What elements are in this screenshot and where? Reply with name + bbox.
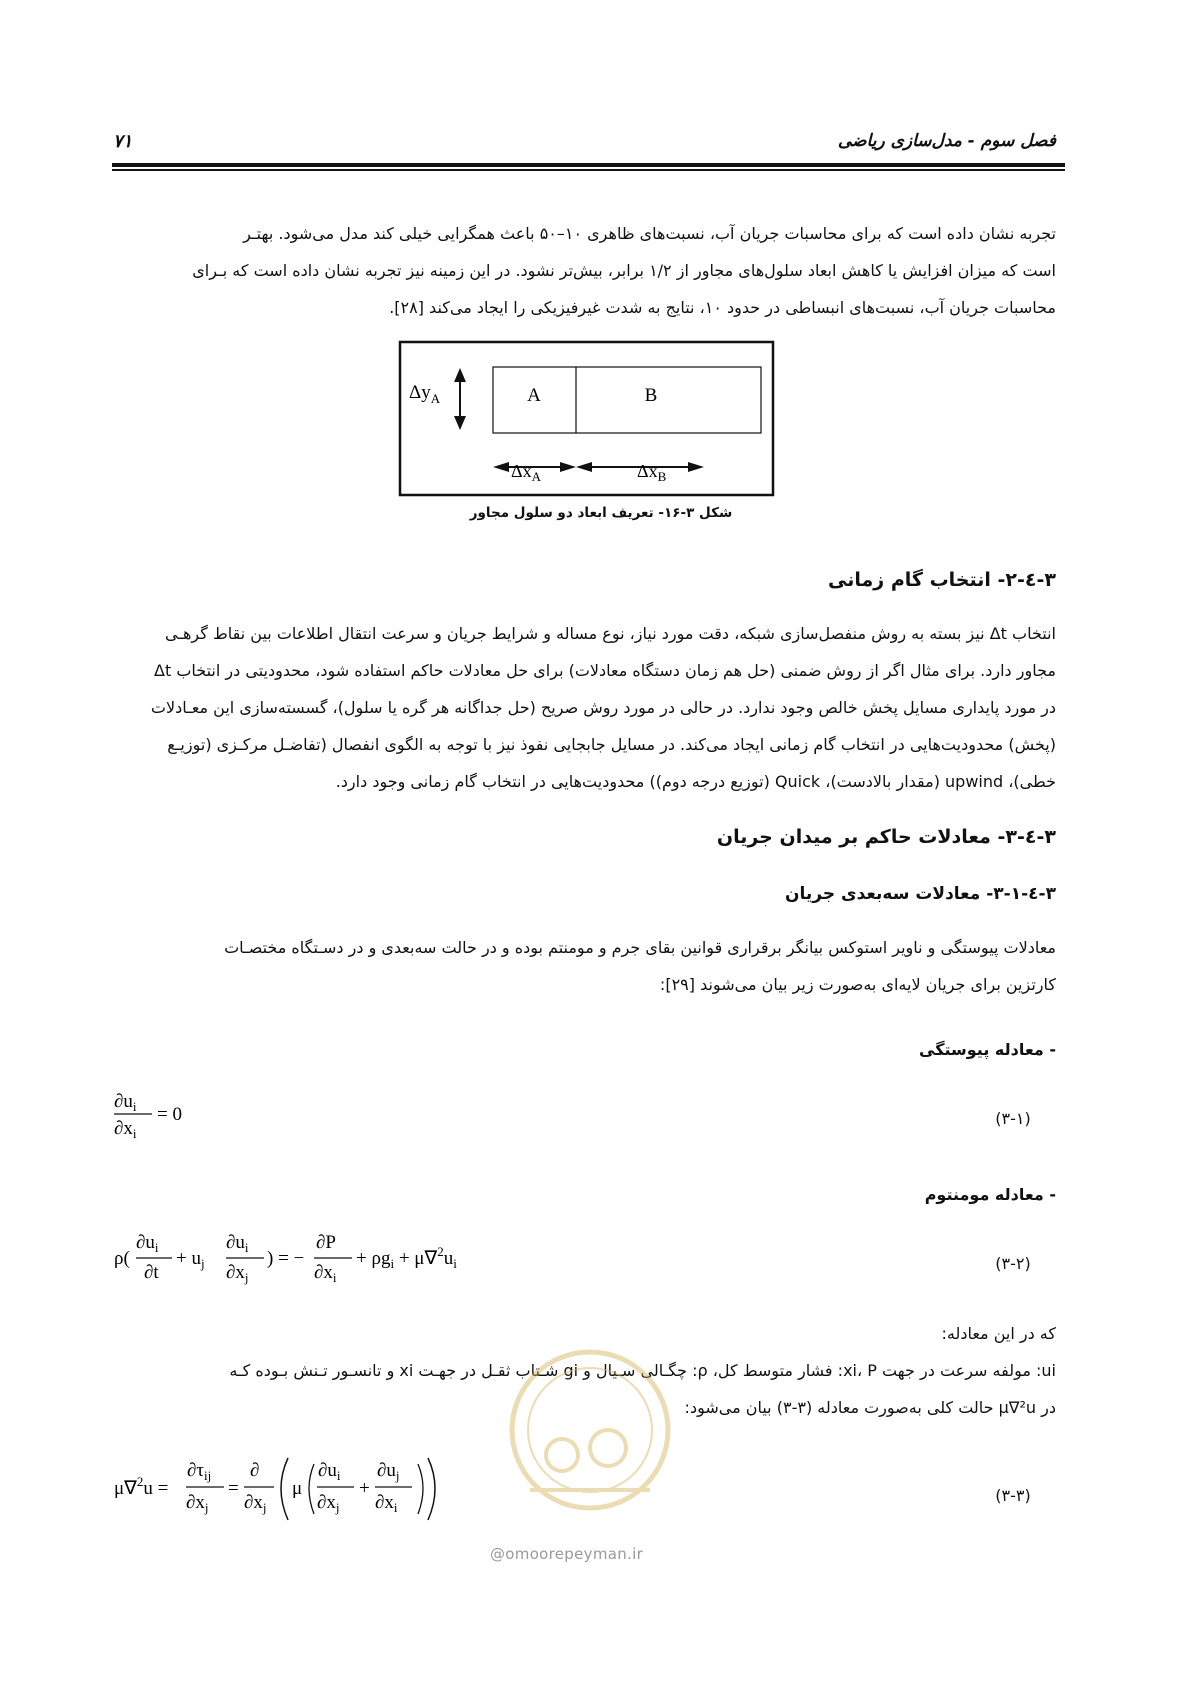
dy-arrow-head-down [454, 416, 466, 430]
svg-text:ρ(: ρ( [114, 1248, 130, 1269]
svg-text:μ: μ [292, 1478, 303, 1499]
intro-line-3: محاسبات جریان آب، نسبت‌های انبساطی در حدود ۱۰، نتایج به شدت غیرفیزیکی را ایجاد می‌کند [۲۸]. [389, 298, 1056, 317]
watermark-text: @omoorepeyman.ir [490, 1545, 644, 1563]
time-step-line-2: مجاور دارد. برای مثال اگر از روش ضمنی (حل هم زمان دستگاه معادلات) برای حل معادلات حاکم استفاده شود، محدودیتی در انتخاب Δt [154, 661, 1056, 680]
time-step-paragraph [111, 615, 1056, 800]
time-step-line-1: انتخاب Δt نیز بسته به روش منفصل‌سازی شبکه، دقت مورد نیاز، نوع مساله و شرایط جریان و سرعت انتقال اطلاعات بین نقاط گرهـی [164, 624, 1056, 643]
svg-text:∂xi: $\partial x_i$ [314, 1262, 337, 1285]
svg-text:∂: ∂ [250, 1460, 260, 1481]
publisher-seal-watermark [490, 1340, 690, 1510]
definitions-intro: که در این معادله: [941, 1324, 1056, 1343]
dxa-label: $\Delta x_A$ [511, 461, 541, 484]
intro-line-1: تجربه نشان داده است که برای محاسبات جریان آب، نسبت‌های ظاهری ۱۰–۵۰ باعث همگرایی خیلی کند مدل می‌شود. بهتـر [243, 224, 1056, 243]
section-heading-time-step: ۳-٤-۲- انتخاب گام زمانی [828, 569, 1056, 591]
svg-text:μ∇2u =: μ∇$^2$u = [114, 1474, 169, 1499]
momentum-label: - معادله مومنتوم [924, 1185, 1056, 1204]
svg-text:∂xi: $\partial x_i$ [375, 1492, 398, 1515]
page-number: ۷۱ [113, 131, 133, 152]
svg-text:) = −: ) = − [267, 1248, 305, 1269]
svg-text:∂xi: $\partial x_i$ [114, 1118, 137, 1141]
intro-line-2: است که میزان افزایش یا کاهش ابعاد سلول‌های مجاور از ۱/۲ برابر، بیش‌تر نشود. در این زمینه نیز تجربه نشان داده است که بـرای [192, 261, 1056, 280]
dy-arrow-head-up [454, 368, 466, 382]
svg-text:∂xj: $\partial x_j$ [186, 1492, 209, 1515]
header-rule-thin [112, 169, 1065, 171]
dy-label: $\Delta y_A$ [409, 382, 441, 406]
equations-intro-line-2: کارتزین برای جریان لایه‌ای به‌صورت زیر بیان می‌شوند [۲۹]: [659, 975, 1056, 994]
time-step-line-4: (پخش) محدودیت‌هایی در انتخاب گام زمانی ایجاد می‌کند. در مسایل جابجایی نفوذ نیز با توجه به الگوی انفصال (تفاضـل مرکـزی (توزیـع [167, 735, 1056, 754]
svg-text:=: = [228, 1478, 239, 1499]
continuity-eq-number: (۳-۱) [995, 1109, 1031, 1128]
definitions-line-1: ui: مولفه سرعت در جهت xi، P: فشار متوسط کل، ρ: چگـالی سـیال و gi شـتاب ثقـل در جهـت xi و تانسـور تـنش بـوده کـه [229, 1361, 1056, 1380]
equations-intro-paragraph [111, 929, 1056, 1003]
svg-text:+: + [359, 1478, 370, 1499]
svg-text:= 0: = 0 [157, 1104, 182, 1125]
svg-text:∂ui: $\partial u_i$ [114, 1091, 137, 1114]
svg-text:∂t: ∂t [144, 1262, 159, 1283]
stress-equation [112, 1450, 442, 1530]
definitions-line-2: در μ∇²u حالت کلی به‌صورت معادله (۳-۳) بیان می‌شود: [684, 1398, 1056, 1417]
svg-text:+ ρgi + μ∇2ui: + $\rho g_i + \mu\nabla^2u_i$ [356, 1244, 457, 1271]
continuity-label: - معادله پیوستگی [919, 1040, 1056, 1059]
time-step-line-5: خطی)، upwind (مقدار بالادست)، Quick (توزیع درجه دوم)) محدودیت‌هایی در انتخاب گام زمانی وجود دارد. [335, 772, 1056, 791]
header-rule [112, 163, 1065, 167]
cell-dimensions-figure [399, 341, 774, 496]
svg-text:∂P: ∂P [316, 1232, 336, 1253]
svg-text:+ uj: + $u_j$ [176, 1248, 205, 1271]
svg-text:∂ui: $\partial u_i$ [318, 1460, 341, 1483]
stress-eq-number: (۳-۳) [995, 1486, 1031, 1505]
svg-text:∂xj: $\partial x_j$ [317, 1492, 340, 1515]
continuity-equation [112, 1086, 232, 1140]
momentum-equation [112, 1228, 457, 1290]
svg-text:∂uj: $\partial u_j$ [377, 1460, 400, 1483]
chapter-title: فصل سوم - مدل‌سازی ریاضی [837, 131, 1056, 151]
momentum-eq-number: (۳-۲) [995, 1254, 1031, 1273]
dxb-label: $\Delta x_B$ [637, 461, 667, 484]
figure-caption: شکل ۳-۱۶- تعریف ابعاد دو سلول مجاور [469, 505, 733, 521]
svg-text:∂xj: $\partial x_j$ [244, 1492, 267, 1515]
section-heading-governing-equations: ۳-٤-۳- معادلات حاکم بر میدان جریان [716, 826, 1056, 848]
svg-text:∂ui: $\partial u_i$ [226, 1232, 249, 1255]
cell-a-label: A [527, 385, 541, 406]
cell-b-label: B [644, 385, 658, 406]
subsection-heading-3d-equations: ۳-٤-۳-۱- معادلات سه‌بعدی جریان [784, 884, 1056, 904]
time-step-line-3: در مورد پایداری مسایل پخش خالص وجود ندارد. در حالی در مورد روش صریح (حل جداگانه هر گره یا سلول)، گسسته‌سازی این معـادلات [150, 698, 1056, 717]
svg-text:∂ui: $\partial u_i$ [136, 1232, 159, 1255]
svg-text:∂τij: $\partial\tau_{ij}$ [187, 1460, 212, 1483]
intro-paragraph [111, 215, 1056, 326]
svg-text:∂xj: $\partial x_j$ [226, 1262, 249, 1285]
equations-intro-line-1: معادلات پیوستگی و ناویر استوکس بیانگر برقراری قوانین بقای جرم و مومنتم بوده و در حالت سه‌بعدی و در دسـتگاه مختصـات [224, 938, 1056, 957]
